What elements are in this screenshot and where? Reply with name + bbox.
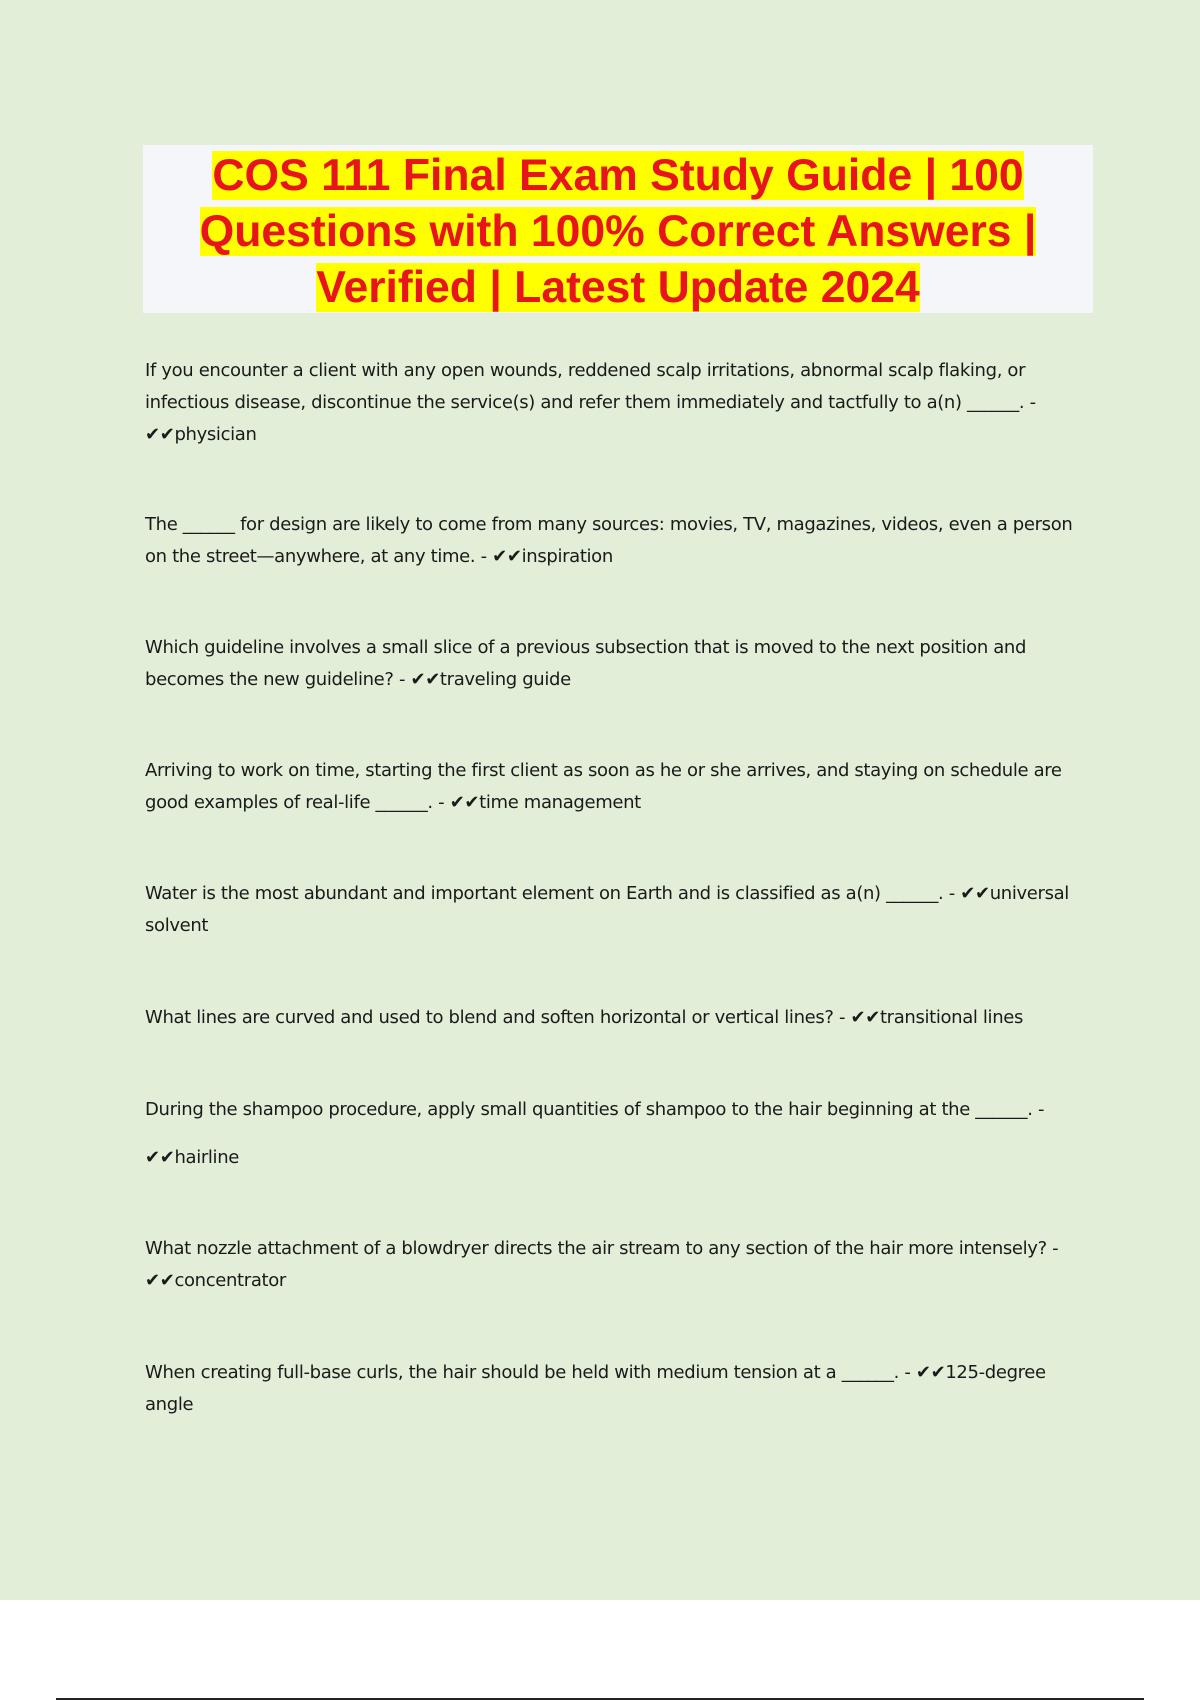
question-item-7: During the shampoo procedure, apply small quantities of shampoo to the hair beginning at the ______. - ✔✔hairline xyxy=(145,1099,1045,1168)
question-item-5: Water is the most abundant and important element on Earth and is classified as a(n) ______. - ✔✔universal solvent xyxy=(145,883,1069,936)
title-text: COS 111 Final Exam Study Guide | 100 Questions with 100% Correct Answers | Verified | Latest Update 2024 xyxy=(199,151,1037,312)
question-item-4: Arriving to work on time, starting the first client as soon as he or she arrives, and staying on schedule are good examples of real-life ______. - ✔✔time management xyxy=(145,760,1062,813)
question-item-2: The ______ for design are likely to come from many sources: movies, TV, magazines, videos, even a person on the street—anywhere, at any time. - ✔✔inspiration xyxy=(145,514,1073,567)
question-item-6: What lines are curved and used to blend and soften horizontal or vertical lines? - ✔✔transitional lines xyxy=(145,1007,1024,1028)
question-item-3: Which guideline involves a small slice of a previous subsection that is moved to the next position and becomes the new guideline? - ✔✔traveling guide xyxy=(145,637,1027,690)
question-item-8: What nozzle attachment of a blowdryer directs the air stream to any section of the hair more intensely? - ✔✔concentrator xyxy=(145,1238,1059,1291)
question-item-9: When creating full-base curls, the hair should be held with medium tension at a ______. - ✔✔125-degree angle xyxy=(145,1362,1046,1415)
document-title xyxy=(143,145,1093,316)
question-item-1: If you encounter a client with any open wounds, reddened scalp irritations, abnormal scalp flaking, or infectious disease, discontinue the service(s) and refer them immediately and tactfully to a(n) ______. - ✔✔physician xyxy=(145,360,1036,445)
title-banner xyxy=(143,145,1093,313)
